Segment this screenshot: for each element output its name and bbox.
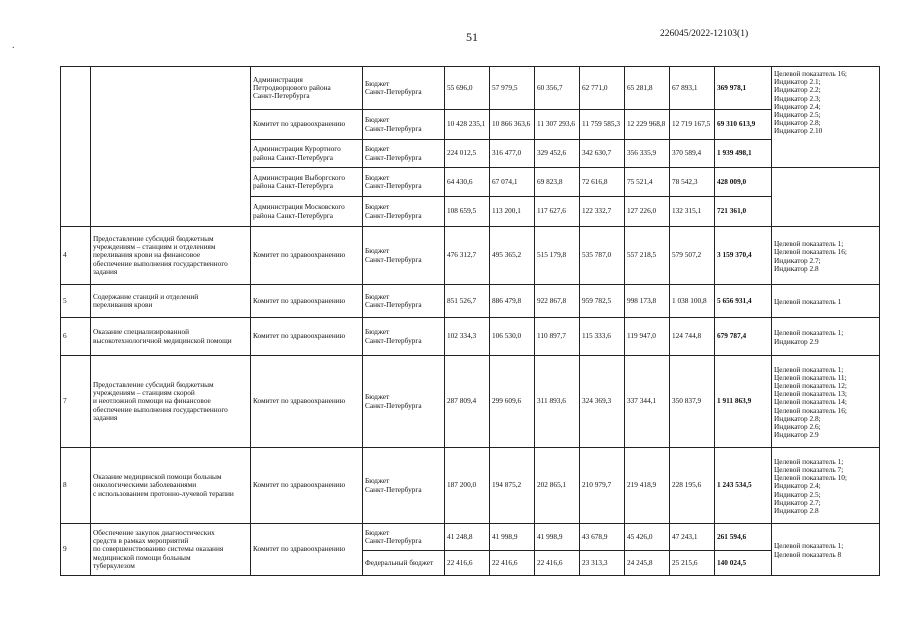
value-cell: 24 245,8: [625, 551, 670, 576]
document-code: 226045/2022-12103(1): [660, 29, 749, 39]
value-cell: 886 479,8: [490, 285, 535, 318]
value-cell: 515 179,8: [535, 227, 580, 285]
value-cell: 356 335,9: [625, 140, 670, 168]
activity-name-cell: [91, 67, 251, 227]
activity-name-cell: Обеспечение закупок диагностических средств в рамках мероприятий по совершенствованию системы оказания медицинской помощи больным туберкулезом: [91, 524, 251, 576]
total-cell: 140 024,5: [715, 551, 772, 576]
value-cell: 324 369,3: [580, 356, 625, 448]
source-cell: Бюджет Санкт-Петербурга: [363, 140, 445, 168]
value-cell: 122 332,7: [580, 197, 625, 227]
value-cell: 959 782,5: [580, 285, 625, 318]
activity-name-cell: Содержание станций и отделений переливания крови: [91, 285, 251, 318]
value-cell: 23 313,3: [580, 551, 625, 576]
value-cell: 194 875,2: [490, 448, 535, 524]
row-number-cell: 7: [61, 356, 91, 448]
value-cell: 55 696,0: [445, 67, 490, 110]
value-cell: 110 897,7: [535, 318, 580, 356]
source-cell: Бюджет Санкт-Петербурга: [363, 285, 445, 318]
executor-cell: Комитет по здравоохранению: [251, 227, 363, 285]
total-cell: 369 978,1: [715, 67, 772, 110]
value-cell: 22 416,6: [445, 551, 490, 576]
page-number: 51: [466, 30, 478, 44]
value-cell: 11 307 293,6: [535, 110, 580, 140]
value-cell: 579 507,2: [670, 227, 715, 285]
value-cell: 41 998,9: [490, 524, 535, 551]
value-cell: 45 426,0: [625, 524, 670, 551]
source-cell: Бюджет Санкт-Петербурга: [363, 227, 445, 285]
value-cell: 370 589,4: [670, 140, 715, 168]
stray-mark: .: [12, 40, 15, 51]
value-cell: 65 281,8: [625, 67, 670, 110]
source-cell: Федеральный бюджет: [363, 551, 445, 576]
total-cell: 3 159 370,4: [715, 227, 772, 285]
value-cell: 998 173,8: [625, 285, 670, 318]
value-cell: 57 979,5: [490, 67, 535, 110]
indicators-cell: Целевой показатель 1; Индикатор 2.9: [772, 318, 880, 356]
executor-cell: Комитет по здравоохранению: [251, 285, 363, 318]
activity-name-cell: Предоставление субсидий бюджетным учреждениям – станциям и отделениям переливания крови на финансовое обеспечение выполнения государственного задания: [91, 227, 251, 285]
value-cell: 67 893,1: [670, 67, 715, 110]
value-cell: 922 867,8: [535, 285, 580, 318]
value-cell: 43 678,9: [580, 524, 625, 551]
value-cell: 115 333,6: [580, 318, 625, 356]
table-row: [61, 448, 880, 524]
executor-cell: Комитет по здравоохранению: [251, 356, 363, 448]
source-cell: Бюджет Санкт-Петербурга: [363, 318, 445, 356]
total-cell: 1 243 534,5: [715, 448, 772, 524]
value-cell: 12 719 167,5: [670, 110, 715, 140]
source-cell: Бюджет Санкт-Петербурга: [363, 356, 445, 448]
value-cell: 350 837,9: [670, 356, 715, 448]
value-cell: 127 226,0: [625, 197, 670, 227]
value-cell: 311 893,6: [535, 356, 580, 448]
value-cell: 342 630,7: [580, 140, 625, 168]
activity-name-cell: Предоставление субсидий бюджетным учреждениям – станциям скорой и неотложной помощи на финансовое обеспечение выполнения государственного задания: [91, 356, 251, 448]
value-cell: 124 744,8: [670, 318, 715, 356]
activity-name-cell: Оказание медицинской помощи больным онкологическими заболеваниями с использованием протонно-лучевой терапии: [91, 448, 251, 524]
indicators-cell: Целевой показатель 16; Индикатор 2.1; Индикатор 2.2; Индикатор 2.3; Индикатор 2.4; Индикатор 2.5; Индикатор 2.8; Индикатор 2.10: [772, 67, 880, 168]
value-cell: 108 659,5: [445, 197, 490, 227]
value-cell: 476 312,7: [445, 227, 490, 285]
table-row: [61, 318, 880, 356]
value-cell: 62 771,0: [580, 67, 625, 110]
value-cell: 102 334,3: [445, 318, 490, 356]
value-cell: 75 521,4: [625, 168, 670, 197]
value-cell: 67 074,1: [490, 168, 535, 197]
executor-cell: Комитет по здравоохранению: [251, 110, 363, 140]
executor-cell: Комитет по здравоохранению: [251, 448, 363, 524]
source-cell: Бюджет Санкт-Петербурга: [363, 168, 445, 197]
value-cell: 41 998,9: [535, 524, 580, 551]
value-cell: 316 477,0: [490, 140, 535, 168]
executor-cell: Администрация Курортного района Санкт-Петербурга: [251, 140, 363, 168]
row-number-cell: 4: [61, 227, 91, 285]
executor-cell: Администрация Московского района Санкт-Петербурга: [251, 197, 363, 227]
value-cell: 557 218,5: [625, 227, 670, 285]
table-row: [61, 524, 880, 551]
value-cell: 64 430,6: [445, 168, 490, 197]
total-cell: 1 939 498,1: [715, 140, 772, 168]
value-cell: 299 609,6: [490, 356, 535, 448]
table-row: [61, 285, 880, 318]
value-cell: 22 416,6: [490, 551, 535, 576]
indicators-cell: Целевой показатель 1: [772, 285, 880, 318]
value-cell: 119 947,0: [625, 318, 670, 356]
executor-cell: Комитет по здравоохранению: [251, 524, 363, 576]
executor-cell: Комитет по здравоохранению: [251, 318, 363, 356]
executor-cell: Администрация Выборгского района Санкт-Петербурга: [251, 168, 363, 197]
value-cell: 113 200,1: [490, 197, 535, 227]
source-cell: Бюджет Санкт-Петербурга: [363, 110, 445, 140]
value-cell: 1 038 100,8: [670, 285, 715, 318]
value-cell: 224 012,5: [445, 140, 490, 168]
value-cell: 287 809,4: [445, 356, 490, 448]
value-cell: 12 229 968,8: [625, 110, 670, 140]
total-cell: 428 009,0: [715, 168, 772, 197]
value-cell: 60 356,7: [535, 67, 580, 110]
row-number-cell: 6: [61, 318, 91, 356]
value-cell: 47 243,1: [670, 524, 715, 551]
total-cell: 721 361,0: [715, 197, 772, 227]
value-cell: 219 418,9: [625, 448, 670, 524]
value-cell: 10 866 363,6: [490, 110, 535, 140]
indicators-cell: Целевой показатель 1; Целевой показатель 16; Индикатор 2.7; Индикатор 2.8: [772, 227, 880, 285]
indicators-cell: Целевой показатель 1; Целевой показатель 11; Целевой показатель 12; Целевой показатель 13; Целевой показатель 14; Целевой показатель 16; Индикатор 2.8; Индикатор 2.6; Индикатор 2.9: [772, 356, 880, 448]
table-row: [61, 67, 880, 110]
value-cell: 210 979,7: [580, 448, 625, 524]
row-number-cell: 9: [61, 524, 91, 576]
source-cell: Бюджет Санкт-Петербурга: [363, 197, 445, 227]
value-cell: 851 526,7: [445, 285, 490, 318]
value-cell: 25 215,6: [670, 551, 715, 576]
total-cell: 69 310 613,9: [715, 110, 772, 140]
source-cell: Бюджет Санкт-Петербурга: [363, 524, 445, 551]
value-cell: 41 248,8: [445, 524, 490, 551]
value-cell: 535 787,0: [580, 227, 625, 285]
value-cell: 329 452,6: [535, 140, 580, 168]
empty-indicators-cell: [772, 168, 880, 227]
executor-cell: Администрация Петродворцового района Санкт-Петербурга: [251, 67, 363, 110]
value-cell: 22 416,6: [535, 551, 580, 576]
program-activities-table: [60, 66, 880, 576]
value-cell: 187 200,0: [445, 448, 490, 524]
source-cell: Бюджет Санкт-Петербурга: [363, 67, 445, 110]
total-cell: 261 594,6: [715, 524, 772, 551]
value-cell: 10 428 235,1: [445, 110, 490, 140]
total-cell: 679 787,4: [715, 318, 772, 356]
value-cell: 132 315,1: [670, 197, 715, 227]
value-cell: 202 865,1: [535, 448, 580, 524]
indicators-cell: Целевой показатель 1; Целевой показатель 7; Целевой показатель 10; Индикатор 2.4; Индикатор 2.5; Индикатор 2.7; Индикатор 2.8: [772, 448, 880, 524]
value-cell: 337 344,1: [625, 356, 670, 448]
value-cell: 495 365,2: [490, 227, 535, 285]
indicators-cell: Целевой показатель 1; Целевой показатель 8: [772, 524, 880, 576]
table-row: [61, 356, 880, 448]
row-number-cell: 8: [61, 448, 91, 524]
value-cell: 117 627,6: [535, 197, 580, 227]
value-cell: 106 530,0: [490, 318, 535, 356]
source-cell: Бюджет Санкт-Петербурга: [363, 448, 445, 524]
value-cell: 72 616,8: [580, 168, 625, 197]
total-cell: 5 656 931,4: [715, 285, 772, 318]
activity-name-cell: Оказание специализированной высокотехнологичной медицинской помощи: [91, 318, 251, 356]
table-row: [61, 227, 880, 285]
value-cell: 69 823,8: [535, 168, 580, 197]
total-cell: 1 911 863,9: [715, 356, 772, 448]
value-cell: 228 195,6: [670, 448, 715, 524]
row-number-cell: 5: [61, 285, 91, 318]
value-cell: 78 542,3: [670, 168, 715, 197]
value-cell: 11 759 585,3: [580, 110, 625, 140]
row-number-cell: [61, 67, 91, 227]
